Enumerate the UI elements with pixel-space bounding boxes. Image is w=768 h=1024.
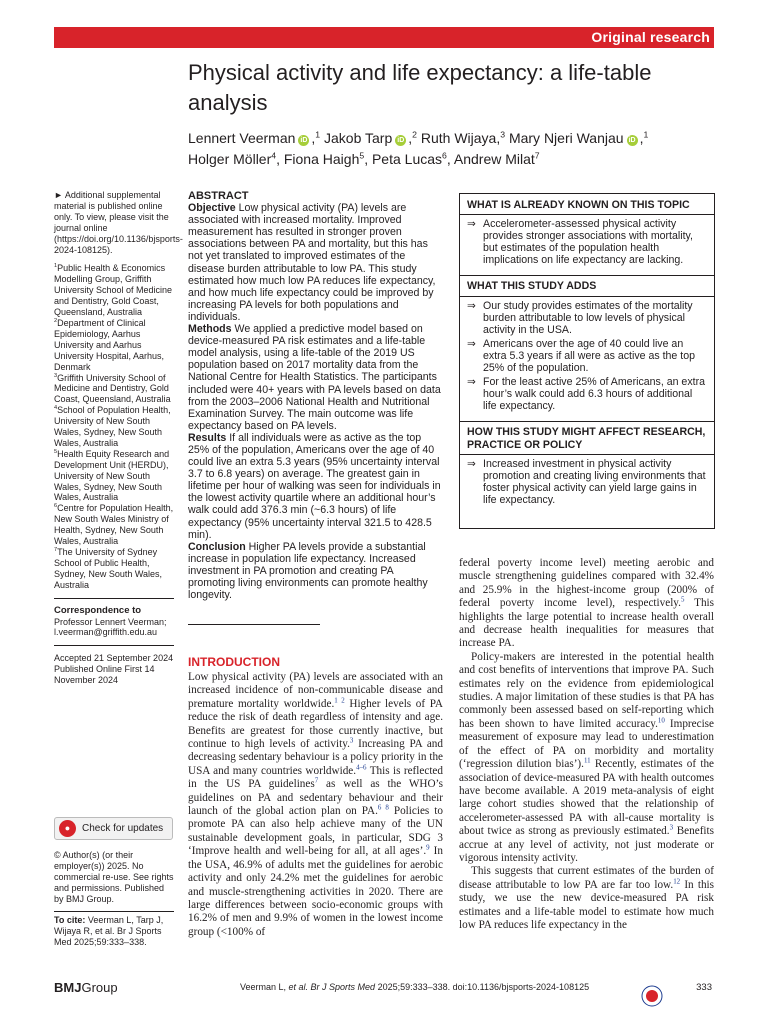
arrow-icon: ⇒ (467, 337, 476, 350)
reference-link[interactable]: 10 (657, 716, 665, 725)
copyright-notice: © Author(s) (or their employer(s)) 2025. No commercial re-use. See rights and permissions. Published by BMJ Group. (54, 850, 174, 904)
affiliation-ref: 1 (315, 129, 321, 140)
sidebar (54, 190, 183, 686)
list-item: ⇒ Increased investment in physical activity promotion and creating living environments that foster physical activity can yield large gains in life expectancy. (467, 457, 706, 506)
reference-link[interactable]: 11 (583, 756, 591, 765)
supplemental-note[interactable]: ► Additional supplemental material is published online only. To view, please visit the journal online (https://doi.org/10.1136/bjsports-2024-108125). (54, 190, 183, 255)
check-updates-label: Check for updates (82, 823, 164, 834)
reference-link[interactable]: 3 (669, 823, 674, 832)
author-name[interactable]: Fiona Haigh (283, 151, 360, 167)
paragraph: This suggests that current estimates of the burden of disease attributable to low PA are far too low.$^{12}$ In this study, we use the new device-measured PA risk estimates and a life-table model to estimate how much low PA reduces life expectancy in the (459, 865, 715, 931)
affiliation-ref: 3 (500, 129, 506, 140)
affiliation-item: $^4$School of Population Health, University of New South Wales, Sydney, New South Wales, Australia (54, 405, 171, 448)
affiliation-ref: 2 (412, 129, 417, 140)
affiliation-ref: 7 (534, 150, 540, 161)
divider (54, 598, 174, 599)
introduction-heading: INTRODUCTION (188, 655, 280, 669)
abstract-heading: ABSTRACT (188, 190, 249, 202)
list-item: ⇒ Accelerometer-assessed physical activity provides stronger associations with mortality, but estimates of the population health implications on life expectancy are lacking. (467, 218, 693, 267)
section-label: Original research (591, 29, 710, 45)
affiliation-ref: 4 (271, 150, 277, 161)
abstract-objective: Objective Low physical activity (PA) levels are associated with increased mortality. Improved measurement has resulted in stronger proven associations between PA and mortality, but this has not yet translated to improved estimates of the disease burden attributable to low PA. This study estimated how much low PA reduces life expectancy, and how much life expectancy could be improved by increasing PA levels for both populations and individuals. (188, 202, 436, 323)
author-name[interactable]: Andrew Milat (453, 151, 535, 167)
abstract-conclusion: Conclusion Higher PA levels provide a substantial increase in population life expectancy. Increased investment in PA promotion and creating PA promoting living environments can promote healthy longevity. (188, 540, 428, 602)
reference-link[interactable]: 5 (680, 595, 685, 604)
reference-link[interactable]: 12 (673, 877, 681, 886)
abstract (188, 190, 443, 601)
adds-heading: WHAT THIS STUDY ADDS (460, 275, 714, 292)
footer-citation: Veerman L, et al. Br J Sports Med 2025;59:333–338. doi:10.1136/bjsports-2024-108125 (240, 982, 590, 992)
author-line-1: Lennert Veerman iD ,$^1$ Jakob Tarp iD ,$^2$ Ruth Wijaya,$^3$ Mary Njeri Wanjau iD ,$^1$ (188, 129, 649, 146)
reference-link[interactable]: 6 8 (377, 803, 389, 812)
affiliation-ref: 1 (643, 129, 649, 140)
orcid-icon[interactable]: iD (397, 137, 405, 144)
arrow-icon: ⇒ (467, 218, 476, 231)
reference-link[interactable]: 3 (349, 736, 354, 745)
cite-label: To cite: (54, 915, 86, 925)
affiliation-item: $^1$Public Health & Economics Modelling Group, Griffith University School of Medicine and Dentistry, Gold Coast, Queensland, Australia (54, 263, 173, 318)
divider (188, 624, 320, 625)
affiliation-list (54, 263, 174, 590)
society-badge-icon (641, 985, 663, 1007)
list-item: ⇒ Americans over the age of 40 could live an extra 5.3 years if all were as active as the top 25% of the population. (467, 337, 695, 375)
reference-link[interactable]: 7 (314, 776, 319, 785)
orcid-icon[interactable]: iD (628, 137, 636, 144)
abstract-methods: Methods We applied a predictive model based on device-measured PA risk estimates and a life-table model analysis, using a life-table of the 2019 US population based on 2017 mortality data from the National Centre for Health Statistics. The participants included were 40+ years with PA levels based on data from the 2003–2006 National Health and Nutritional Examination Survey. The main outcome was life expectancy based on PA levels. (188, 323, 441, 432)
accepted-date: Accepted 21 September 2024 (54, 653, 174, 664)
affect-list (460, 454, 714, 511)
affiliation-item: $^3$Griffith University School of Medicine and Dentistry, Gold Coast, Queensland, Australia (54, 372, 171, 405)
author-list (188, 128, 688, 170)
known-heading: WHAT IS ALREADY KNOWN ON THIS TOPIC (467, 199, 690, 211)
reference-link[interactable]: 4–6 (356, 763, 367, 772)
paragraph: Policy-makers are interested in the potential health and cost benefits of interventions that improve PA. Such estimates rely on the evidence from epidemiological studies. A major limitation of these studies is that PA has commonly been assessed based on self-reporting which has been shown to have limited accuracy.$^{10}$ Imprecise measurement of exposure may lead to underestimation of the effect of PA on morbidity and mortality (‘regression dilution bias’).$^{11}$ Recently, estimates of the association of device-measured PA with health outcomes have become available. A 2019 meta-analysis of eight large cohort studies showed that the relationship of accelerometer-assessed PA with all-cause mortality is about twice as strong as previously estimated.$^3$ Benefits accrue at any level of activity, not just moderate or vigorous intensity activity. (459, 650, 715, 864)
correspondence-heading: Correspondence to (54, 604, 142, 616)
adds-list (460, 296, 714, 418)
affiliation-ref: 5 (359, 150, 365, 161)
author-name[interactable]: Mary Njeri Wanjau (508, 130, 624, 146)
paragraph: Low physical activity (PA) levels are associated with an increased incidence of non-communicable disease and premature mortality worldwide.$^{1 2}$ Higher levels of PA reduce the risk of death regardless of intensity and age. Benefits are greatest for those currently inactive, but continue to high levels of activity.$^3$ Increasing PA and decreasing sedentary behaviour is a policy priority in the USA and many countries worldwide.$^{4-6}$ This is reflected in the US PA guidelines$^7$ as well as the WHO’s guidelines on PA and sedentary behaviour and their launch of the global action plan on PA.$^{6 8}$ Policies to promote PA can also help achieve many of the UN sustainable development goals, in particular, SDG 3 ‘Improve health and well-being for all, at all ages’.$^9$ In the USA, 46.9% of adults met the guidelines for aerobic activity and only 24.2% met the guidelines for aerobic and muscle-strengthening activities in 2020. There are large differences between socio-economic groups with 16.2% of men and 9.9% of women in the lowest income group (<100% of (188, 671, 444, 938)
arrow-icon: ⇒ (467, 299, 476, 312)
author-name[interactable]: Jakob Tarp (324, 130, 393, 146)
reference-link[interactable]: 9 (426, 843, 430, 852)
reference-link[interactable]: 1 2 (334, 696, 345, 705)
affiliation-item: $^6$Centre for Population Health, New South Wales Ministry of Health, Sydney, New South Wales, Australia (54, 503, 174, 547)
paragraph: federal poverty income level) meeting aerobic and muscle strengthening guidelines compared with 32.4% and 25.9% in the highest-income group (200% of federal poverty income level), respectively.$^5$ This highlights the large potential to increase health overall and decrease health inequalities for measures that increase PA. (459, 557, 714, 650)
author-name[interactable]: Peta Lucas (371, 151, 443, 167)
body-column-right (459, 557, 714, 932)
orcid-icon[interactable]: iD (300, 137, 308, 144)
author-name[interactable]: Holger Möller (188, 151, 272, 167)
affiliation-item: $^5$Health Equity Research and Development Unit (HERDU), University of New South Wales, Sydney, New South Wales, Australia (54, 448, 170, 503)
list-item: ⇒ Our study provides estimates of the mortality burden attributable to low levels of physical activity in the USA. (467, 299, 693, 336)
bookmark-icon: ● (59, 820, 76, 837)
published-date: Published Online First 14 November 2024 (54, 664, 155, 686)
author-name[interactable]: Lennert Veerman (188, 130, 296, 146)
introduction-body (188, 671, 443, 939)
correspondence-text[interactable]: Professor Lennert Veerman; l.veerman@griffith.edu.au (54, 616, 167, 638)
citation-box (54, 911, 174, 948)
publisher-logo: BMJGroup (54, 980, 118, 995)
divider (54, 645, 174, 646)
arrow-icon: ⇒ (467, 457, 476, 470)
cite-text: Veerman L, Tarp J, Wijaya R, et al. Br J Sports Med 2025;59:333–338. (54, 915, 164, 947)
affiliation-item: $^2$Department of Clinical Epidemiology, Aarhus University and Aarhus University Hospital, Aarhus, Denmark (54, 317, 165, 372)
page-number: 333 (696, 982, 712, 993)
author-name[interactable]: Ruth Wijaya (420, 130, 497, 146)
affiliation-ref: 6 (442, 150, 447, 161)
known-list (460, 214, 714, 271)
arrow-icon: ⇒ (467, 376, 476, 389)
key-messages-box (459, 193, 715, 529)
check-for-updates-button[interactable] (54, 817, 173, 840)
affect-heading: HOW THIS STUDY MIGHT AFFECT RESEARCH, PRACTICE OR POLICY (460, 421, 714, 450)
abstract-results: Results If all individuals were as active as the top 25% of the population, Americans over the age of 40 could live an extra 5.3 years (95% uncertainty interval 3.7 to 6.8 years) on average. The greatest gain in lifetime per hour of walking was seen for individuals in the lowest activity quartile where an additional hour’s walk could add 376.3 min (~6.3 hours) of life expectancy (95% uncertainty interval 321.5 to 428.5 min). (188, 431, 441, 541)
affiliation-item: $^7$The University of Sydney School of Public Health, Sydney, New South Wales, Australia (54, 547, 163, 590)
list-item: ⇒ For the least active 25% of Americans, an extra hour’s walk could add 6.3 hours of additional life expectancy. (467, 376, 705, 413)
article-title: Physical activity and life expectancy: a life-table analysis (188, 60, 652, 115)
author-line-2: Holger Möller$^4$, Fiona Haigh$^5$, Peta Lucas$^6$, Andrew Milat$^7$ (188, 150, 540, 167)
